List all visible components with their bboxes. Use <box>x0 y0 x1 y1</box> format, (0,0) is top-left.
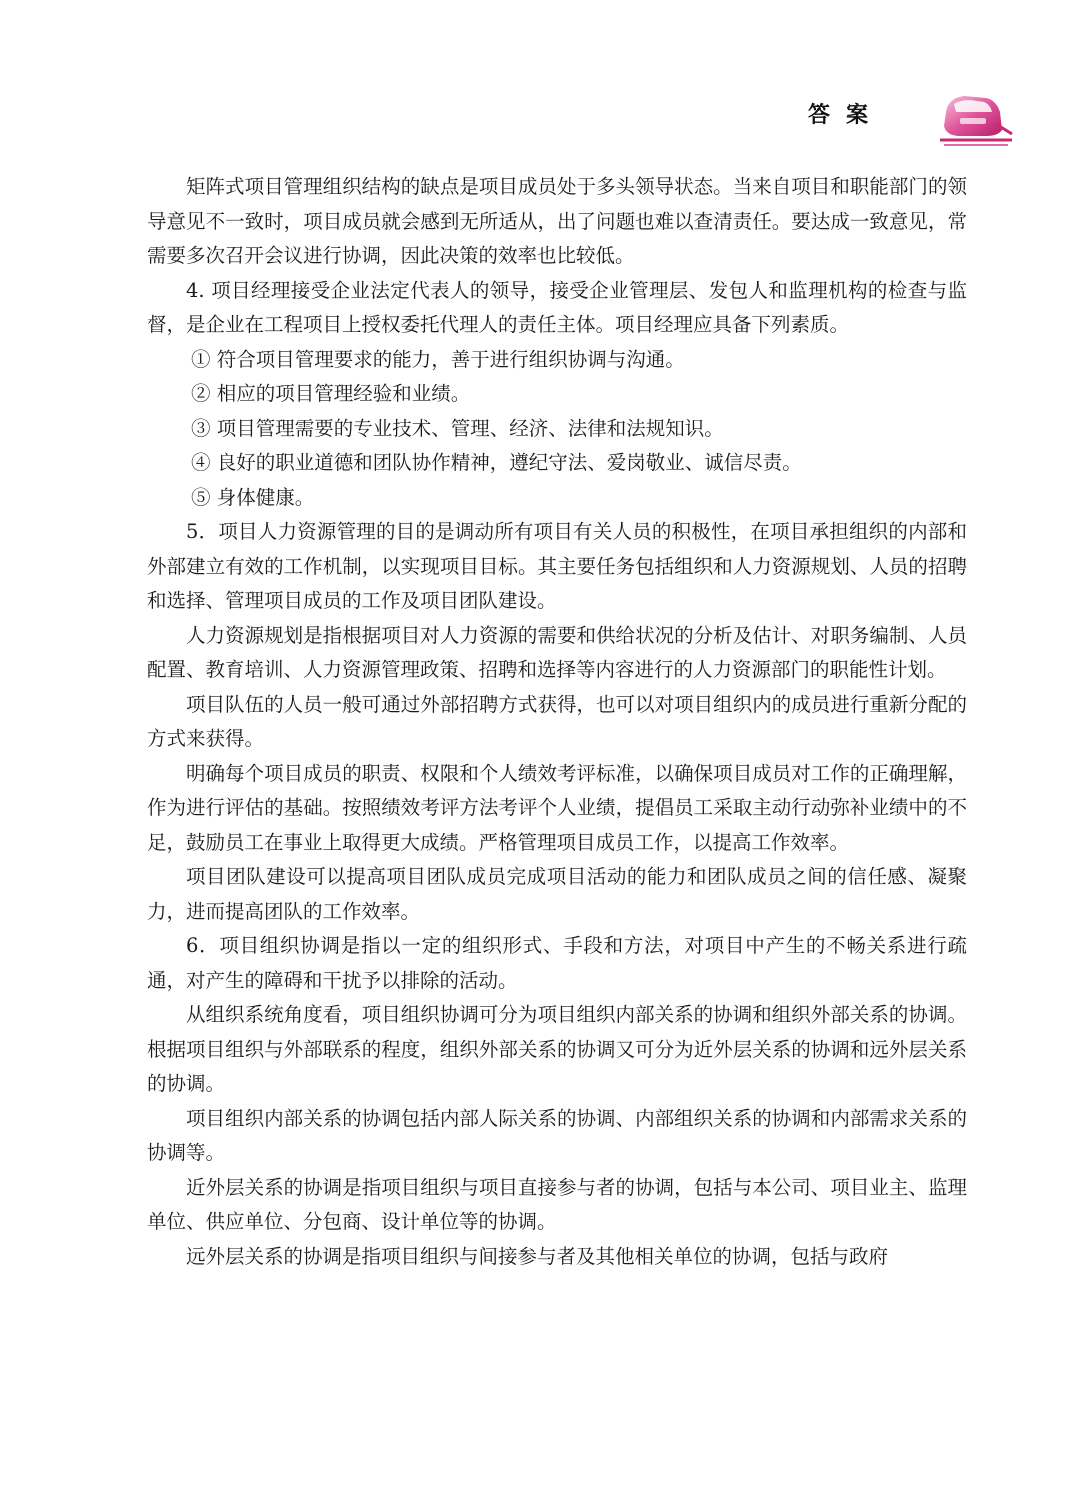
train-icon <box>938 90 1014 148</box>
paragraph: 远外层关系的协调是指项目组织与间接参与者及其他相关单位的协调，包括与政府 <box>186 1244 889 1268</box>
paragraph: 5．项目人力资源管理的目的是调动所有项目有关人员的积极性，在项目承担组织的内部和外部建立有效的工作机制，以实现项目目标。其主要任务包括组织和人力资源规划、人员的招聘和选择、管理项目成员的工作及项目团队建设。 <box>147 520 967 612</box>
answer-body <box>147 170 967 1274</box>
paragraph: 近外层关系的协调是指项目组织与项目直接参与者的协调，包括与本公司、项目业主、监理单位、供应单位、分包商、设计单位等的协调。 <box>147 1175 967 1233</box>
list-item: ② 相应的项目管理经验和业绩。 <box>191 382 471 405</box>
list-item: ⑤ 身体健康。 <box>191 485 315 509</box>
paragraph: 人力资源规划是指根据项目对人力资源的需要和供给状况的分析及估计、对职务编制、人员配置、教育培训、人力资源管理政策、招聘和选择等内容进行的人力资源部门的职能性计划。 <box>147 623 967 681</box>
paragraph: 4. 项目经理接受企业法定代表人的领导，接受企业管理层、发包人和监理机构的检查与监督，是企业在工程项目上授权委托代理人的责任主体。项目经理应具备下列素质。 <box>147 278 967 336</box>
paragraph: 项目组织内部关系的协调包括内部人际关系的协调、内部组织关系的协调和内部需求关系的协调等。 <box>147 1106 967 1164</box>
paragraph: 6．项目组织协调是指以一定的组织形式、手段和方法，对项目中产生的不畅关系进行疏通，对产生的障碍和干扰予以排除的活动。 <box>147 934 967 992</box>
list-item: ③ 项目管理需要的专业技术、管理、经济、法律和法规知识。 <box>191 416 724 440</box>
paragraph: 项目队伍的人员一般可通过外部招聘方式获得，也可以对项目组织内的成员进行重新分配的方式来获得。 <box>147 692 967 750</box>
paragraph: 从组织系统角度看，项目组织协调可分为项目组织内部关系的协调和组织外部关系的协调。根据项目组织与外部联系的程度，组织外部关系的协调又可分为近外层关系的协调和远外层关系的协调。 <box>147 1003 967 1095</box>
list-item: ① 符合项目管理要求的能力，善于进行组织协调与沟通。 <box>191 347 685 371</box>
page-header-title: 答案 <box>808 103 885 128</box>
paragraph: 明确每个项目成员的职责、权限和个人绩效考评标准，以确保项目成员对工作的正确理解，作为进行评估的基础。按照绩效考评方法考评个人业绩，提倡员工采取主动行动弥补业绩中的不足，鼓励员工在事业上取得更大成绩。严格管理项目成员工作，以提高工作效率。 <box>147 761 967 854</box>
paragraph: 项目团队建设可以提高项目团队成员完成项目活动的能力和团队成员之间的信任感、凝聚力，进而提高团队的工作效率。 <box>147 865 967 923</box>
paragraph: 矩阵式项目管理组织结构的缺点是项目成员处于多头领导状态。当来自项目和职能部门的领导意见不一致时，项目成员就会感到无所适从，出了问题也难以查清责任。要达成一致意见，常需要多次召开会议进行协调，因此决策的效率也比较低。 <box>147 175 967 267</box>
list-item: ④ 良好的职业道德和团队协作精神，遵纪守法、爱岗敬业、诚信尽责。 <box>191 451 802 474</box>
